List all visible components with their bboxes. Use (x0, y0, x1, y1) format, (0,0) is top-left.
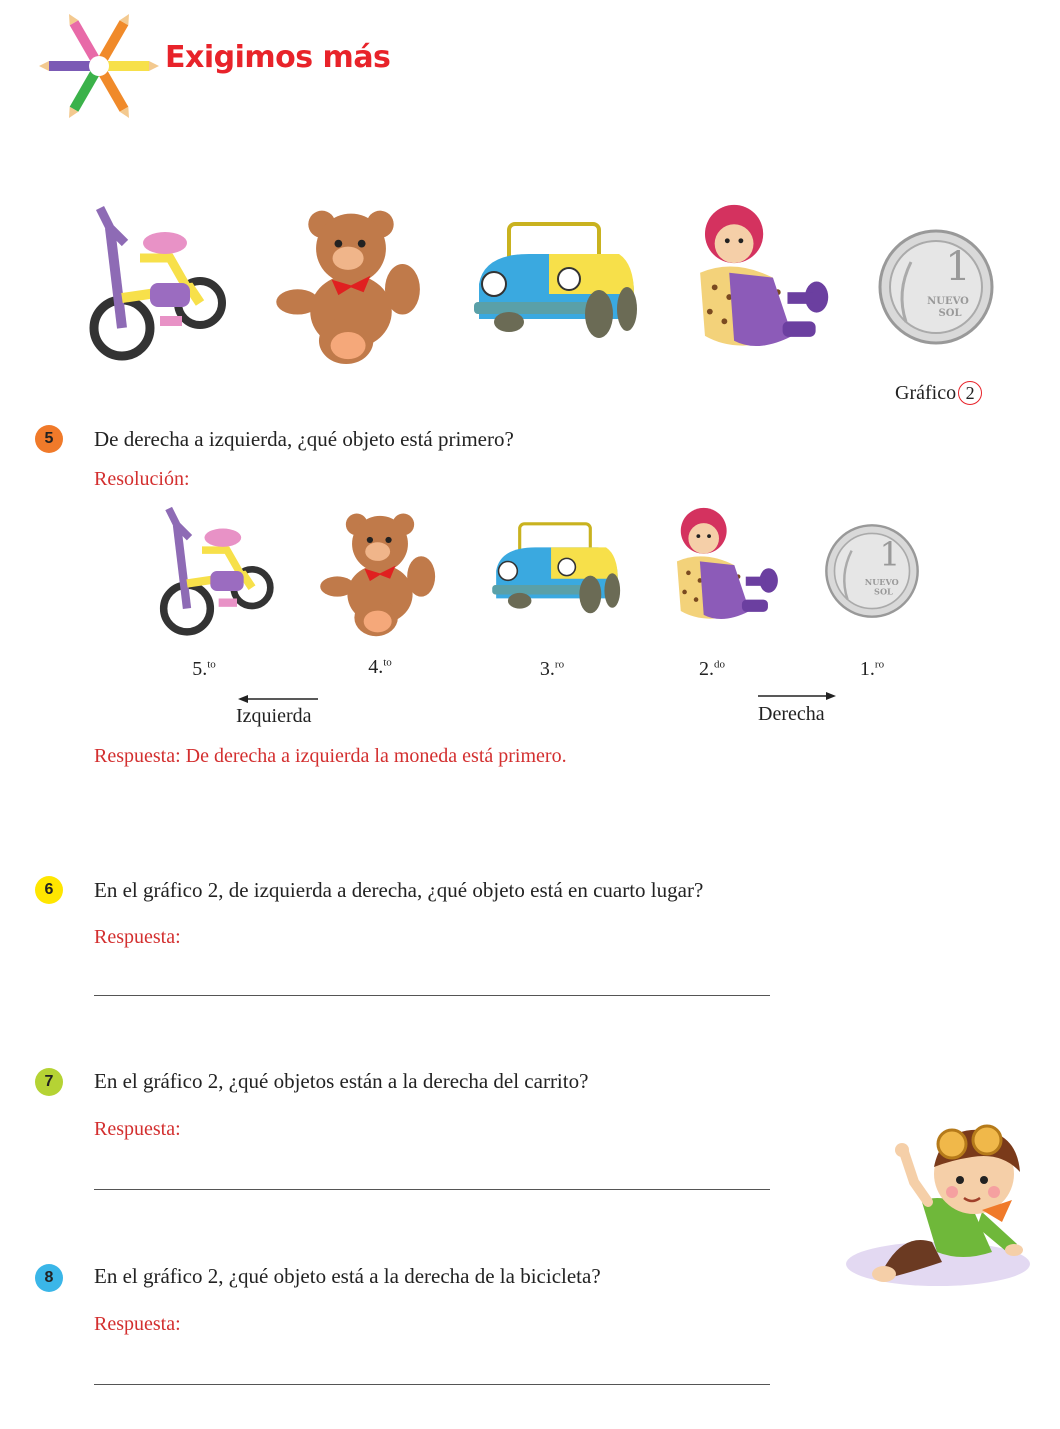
question-5-text: De derecha a izquierda, ¿qué objeto está primero? (94, 427, 514, 451)
bicycle-icon (80, 198, 230, 368)
left-arrow-icon (238, 692, 320, 706)
answer-line-6[interactable] (94, 995, 770, 996)
question-number-8: 8 (35, 1264, 63, 1292)
answer-label-7: Respuesta: (94, 1118, 181, 1140)
bicycle-icon (152, 500, 277, 642)
ordinal-3rd: 3.$^{ro}$ (539, 658, 565, 680)
teddy-bear-icon (276, 200, 426, 365)
resolution-label: Resolución: (94, 468, 190, 490)
question-number-6: 6 (35, 876, 63, 904)
answer-label-8: Respuesta: (94, 1313, 181, 1335)
question-6-text: En el gráfico 2, de izquierda a derecha, ¿qué objeto está en cuarto lugar? (94, 878, 704, 902)
ordinal-4th: 4.$^{to}$ (368, 656, 392, 678)
left-label: Izquierda (236, 705, 312, 727)
page-title: Exigimos más (165, 40, 391, 75)
coin-icon (823, 518, 921, 624)
toy-car-icon (468, 214, 640, 344)
doll-icon (654, 504, 784, 634)
answer-label-6: Respuesta: (94, 926, 181, 948)
question-8-text: En el gráfico 2, ¿qué objeto está a la derecha de la bicicleta? (94, 1264, 601, 1288)
question-number-5: 5 (35, 425, 63, 453)
answer-5: Respuesta: De derecha a izquierda la moneda está primero. (94, 745, 567, 767)
doll-icon (676, 200, 831, 365)
teddy-bear-icon (316, 505, 444, 637)
toy-car-icon (480, 516, 630, 618)
boy-mascot-icon (842, 1112, 1034, 1292)
answer-line-7[interactable] (94, 1189, 770, 1190)
right-label: Derecha (758, 703, 825, 725)
right-arrow-icon (758, 689, 838, 703)
question-7-text: En el gráfico 2, ¿qué objetos están a la derecha del carrito? (94, 1069, 589, 1093)
figure-caption: Gráfico 2 (895, 381, 982, 405)
coin-icon (876, 222, 996, 352)
question-number-7: 7 (35, 1068, 63, 1096)
pencils-logo-icon (36, 14, 162, 118)
ordinal-5th: 5.$^{to}$ (192, 658, 216, 680)
ordinal-2nd: 2.$^{do}$ (699, 658, 725, 680)
answer-line-8[interactable] (94, 1384, 770, 1385)
ordinal-1st: 1.$^{ro}$ (859, 658, 885, 680)
